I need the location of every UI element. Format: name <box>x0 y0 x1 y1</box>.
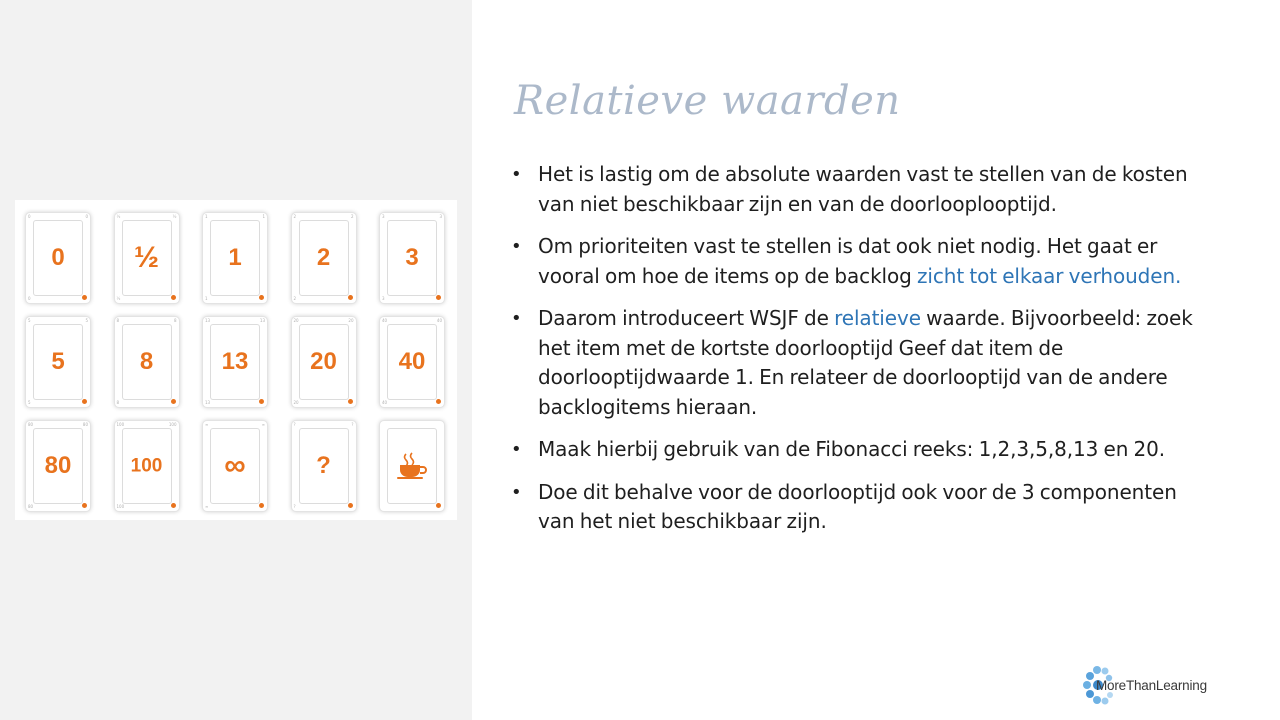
logo-text: MoreThanLearning <box>1096 678 1207 693</box>
card-dot-icon <box>82 503 87 508</box>
bullet-text: Daarom introduceert WSJF de <box>538 306 835 330</box>
morethanlearning-logo <box>1083 664 1223 708</box>
bullet-item <box>508 435 1208 465</box>
card-value: 0 <box>51 244 65 271</box>
card-2 <box>291 212 357 304</box>
card-corner-label: 20 <box>293 318 299 323</box>
card-value: 40 <box>398 348 426 375</box>
card-corner-label: 1 <box>205 296 208 301</box>
card-infinity <box>202 420 268 512</box>
bullet-icon: • <box>511 236 522 257</box>
card-value: 1 <box>228 244 242 271</box>
card-corner-label: 0 <box>28 296 31 301</box>
slide-title: Relatieve waarden <box>514 78 901 124</box>
card-value: ? <box>316 452 331 479</box>
card-corner-label: ½ <box>172 214 177 219</box>
bullet-icon: • <box>511 164 522 185</box>
card-80 <box>25 420 91 512</box>
card-dot-icon <box>171 295 176 300</box>
card-corner-label: ∞ <box>205 504 209 509</box>
card-value: 100 <box>130 455 163 477</box>
card-corner-label: 80 <box>82 422 88 427</box>
card-corner-label: ∞ <box>205 422 209 427</box>
bullet-text: Doe dit behalve voor de doorlooptijd ook voor de 3 componenten van het niet beschikbaar zijn. <box>538 479 1177 533</box>
card-0 <box>25 212 91 304</box>
card-8 <box>114 316 180 408</box>
card-dot-icon <box>259 503 264 508</box>
card-value: 2 <box>316 244 331 271</box>
bullet-icon: • <box>511 308 522 329</box>
card-corner-label: ∞ <box>261 422 265 427</box>
card-20 <box>291 316 357 408</box>
card-corner-label: 40 <box>382 400 388 405</box>
highlighted-text: relatieve <box>834 306 921 330</box>
bullet-list <box>508 160 1208 550</box>
left-panel <box>0 0 472 720</box>
card-corner-label: 8 <box>116 400 120 405</box>
card-13 <box>202 316 268 408</box>
card-corner-label: 8 <box>173 318 177 323</box>
card-dot-icon <box>171 503 176 508</box>
card-dot-icon <box>436 399 441 404</box>
card-corner-label: 2 <box>350 214 354 219</box>
card-corner-label: 100 <box>168 422 177 427</box>
card-dot-icon <box>436 295 441 300</box>
card-corner-label: 40 <box>382 318 388 323</box>
card-dot-icon <box>348 503 353 508</box>
card-question <box>291 420 357 512</box>
card-dot-icon <box>348 399 353 404</box>
card-corner-label: 20 <box>293 400 299 405</box>
card-value: 13 <box>221 348 249 375</box>
card-3 <box>379 212 445 304</box>
bullet-icon: • <box>511 481 522 503</box>
card-corner-label: 3 <box>382 214 385 219</box>
card-dot-icon <box>348 295 353 300</box>
bullet-text: Om prioriteiten vast te stellen is dat ook niet nodig. Het gaat er vooral om hoe de items op de backlog <box>538 234 1158 288</box>
card-corner-label: 3 <box>382 296 385 301</box>
card-corner-label: 0 <box>28 214 31 219</box>
card-corner-label: 5 <box>28 400 31 405</box>
bullet-text: Het is lastig om de absolute waarden vast te stellen van de kosten van niet beschikbaar zijn en van de doorlooplooptijd. <box>538 162 1188 216</box>
card-corner-label: 1 <box>205 214 208 219</box>
card-corner-label: 100 <box>116 504 125 509</box>
bullet-item <box>508 304 1208 422</box>
card-corner-label: 2 <box>293 214 297 219</box>
highlighted-text: zicht tot elkaar verhouden. <box>917 263 1182 288</box>
bullet-item <box>508 160 1208 219</box>
coffee-cup-icon <box>395 452 429 480</box>
card-corner-label: 13 <box>259 318 265 323</box>
card-corner-label: 100 <box>116 422 125 427</box>
bullet-item <box>508 478 1208 537</box>
card-value: 20 <box>310 348 337 375</box>
bullet-text: Maak hierbij gebruik van de Fibonacci reeks: 1,2,3,5,8,13 en 20. <box>538 437 1166 461</box>
card-corner-label: 13 <box>205 400 211 405</box>
card-corner-label: 80 <box>28 504 34 509</box>
card-coffee <box>379 420 445 512</box>
card-corner-label: 80 <box>28 422 34 427</box>
card-corner-label: 13 <box>205 318 211 323</box>
card-corner-label: 40 <box>436 318 442 323</box>
card-value: ∞ <box>224 449 246 482</box>
card-value: ½ <box>133 241 160 274</box>
card-corner-label: ? <box>293 504 296 509</box>
bullet-item <box>508 232 1208 291</box>
card-corner-label: 8 <box>116 318 120 323</box>
card-corner-label: 0 <box>85 214 88 219</box>
card-40 <box>379 316 445 408</box>
card-corner-label: 1 <box>262 214 265 219</box>
card-corner-label: 3 <box>439 214 442 219</box>
card-corner-label: ½ <box>116 214 121 219</box>
card-value: 3 <box>405 244 419 271</box>
card-corner-label: ½ <box>116 296 121 301</box>
card-corner-label: ? <box>351 422 354 427</box>
card-value: 80 <box>44 452 72 479</box>
card-dot-icon <box>82 295 87 300</box>
card-half <box>114 212 180 304</box>
card-value: 5 <box>51 348 65 375</box>
card-value: 8 <box>139 348 154 375</box>
bullet-icon: • <box>511 439 522 460</box>
card-corner-label: 5 <box>85 318 88 323</box>
card-corner-label: 20 <box>348 318 354 323</box>
bullet-text-continued: waarde. Bijvoorbeeld: zoek het item met de kortste doorlooptijd Geef dat item de doorlooptijdwaarde 1. En relateer de doorlooptijd van de andere backlogitems hieraan. <box>538 306 1193 419</box>
card-5 <box>25 316 91 408</box>
card-corner-label: 5 <box>28 318 31 323</box>
card-dot-icon <box>259 399 264 404</box>
card-1 <box>202 212 268 304</box>
card-corner-label: ? <box>293 422 296 427</box>
card-dot-icon <box>436 503 441 508</box>
card-dot-icon <box>171 399 176 404</box>
card-dot-icon <box>82 399 87 404</box>
card-corner-label: 2 <box>293 296 297 301</box>
card-dot-icon <box>259 295 264 300</box>
card-100 <box>114 420 180 512</box>
planning-poker-cards <box>15 200 457 520</box>
